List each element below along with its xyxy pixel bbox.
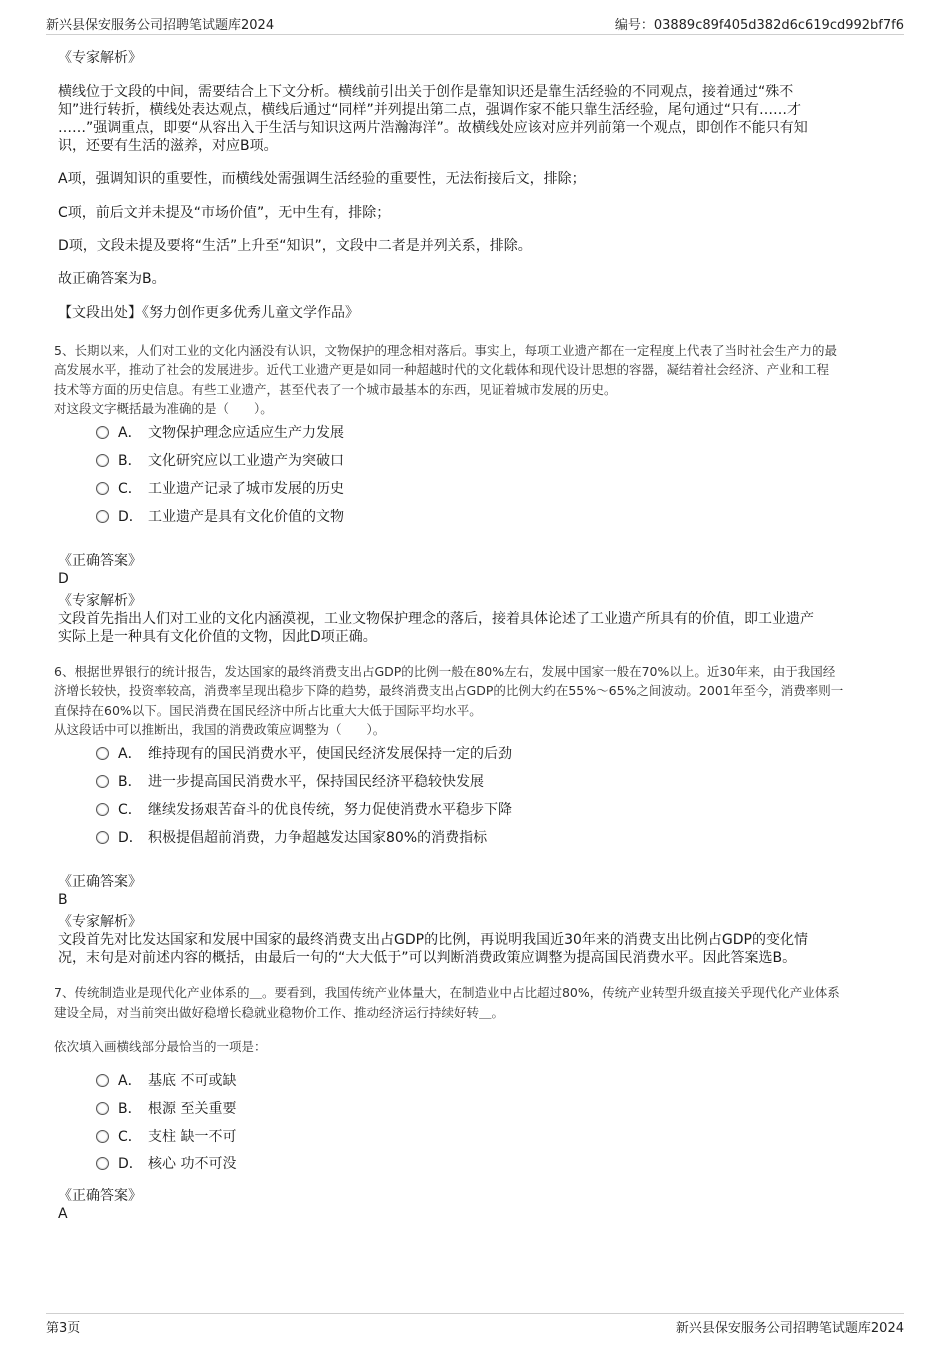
q6-option-b[interactable]: B． 进一步提高国民消费水平，保持国民经济平稳较快发展 <box>96 772 484 792</box>
q5-stem-line: 技术等方面的历史信息。有些工业遗产，甚至代表了一个城市最基本的东西，见证着城市发展的历史。 <box>54 382 617 397</box>
q5-option-d[interactable]: D． 工业遗产是具有文化价值的文物 <box>96 507 344 527</box>
radio-icon[interactable] <box>96 1130 109 1143</box>
q5-analysis-line: 文段首先指出人们对工业的文化内涵漠视，工业文物保护理念的落后，接着具体论述了工业遗产所具有的价值，即工业遗产 <box>58 611 814 627</box>
q6-option-d[interactable]: D． 积极提倡超前消费，力争超越发达国家80%的消费指标 <box>96 828 487 848</box>
q4-analysis-title: 《专家解析》 <box>58 50 142 66</box>
q5-option-c[interactable]: C． 工业遗产记录了城市发展的历史 <box>96 479 344 499</box>
q4-option-c-note: C项，前后文并未提及“市场价值”，无中生有，排除； <box>58 205 391 221</box>
header-title: 新兴县保安服务公司招聘笔试题库2024 <box>46 18 275 33</box>
radio-icon[interactable] <box>96 510 109 523</box>
q6-analysis-title: 《专家解析》 <box>58 914 142 930</box>
radio-icon[interactable] <box>96 1074 109 1087</box>
radio-icon[interactable] <box>96 454 109 467</box>
q6-analysis-line: 况，末句是对前述内容的概括，由最后一句的“大大低于”可以判断消费政策应调整为提高国民消费水平。因此答案选B。 <box>58 950 797 966</box>
q4-option-a-note: A项，强调知识的重要性，而横线处需强调生活经验的重要性，无法衔接后文，排除； <box>58 171 586 187</box>
q5-question: 对这段文字概括最为准确的是（ ）。 <box>54 401 273 416</box>
footer-title: 新兴县保安服务公司招聘笔试题库2024 <box>675 1321 904 1336</box>
page-footer <box>46 1313 904 1341</box>
q5-option-a[interactable]: A． 文物保护理念应适应生产力发展 <box>96 423 344 443</box>
q7-option-c[interactable]: C． 支柱 缺一不可 <box>96 1127 236 1147</box>
q5-answer: D <box>58 571 69 587</box>
q7-option-a[interactable]: A． 基底 不可或缺 <box>96 1071 236 1091</box>
q6-question: 从这段话中可以推断出，我国的消费政策应调整为（ ）。 <box>54 722 386 737</box>
q5-stem-line: 5、长期以来，人们对工业的文化内涵没有认识，文物保护的理念相对落后。事实上，每项工业遗产都在一定程度上代表了当时社会生产力的最 <box>54 343 837 358</box>
q5-analysis-title: 《专家解析》 <box>58 593 142 609</box>
q5-stem-line: 高发展水平，推动了社会的发展进步。近代工业遗产更是如同一种超越时代的文化载体和现代设计思想的容器，凝结着社会经济、产业和工程 <box>54 362 830 377</box>
q6-answer-title: 《正确答案》 <box>58 874 142 890</box>
q4-option-d-note: D项，文段未提及要将“生活”上升至“知识”，文段中二者是并列关系，排除。 <box>58 238 532 254</box>
q7-stem-line: 7、传统制造业是现代化产业体系的＿。要看到，我国传统产业体量大，在制造业中占比超过80%，传统产业转型升级直接关乎现代化产业体系 <box>54 985 840 1000</box>
q7-answer: A <box>58 1206 68 1222</box>
page-number: 第3页 <box>46 1321 81 1336</box>
q4-analysis-line: 知”进行转折，横线处表达观点，横线后通过“同样”并列提出第二点，强调作家不能只靠生活经验，尾句通过“只有……才 <box>58 102 802 118</box>
q7-question: 依次填入画横线部分最恰当的一项是： <box>54 1039 267 1054</box>
q7-option-b[interactable]: B． 根源 至关重要 <box>96 1099 236 1119</box>
radio-icon[interactable] <box>96 747 109 760</box>
q6-stem-line: 直保持在60%以下。国民消费在国民经济中所占比重大大低于国际平均水平。 <box>54 703 482 718</box>
q6-stem-line: 6、根据世界银行的统计报告，发达国家的最终消费支出占GDP的比例一般在80%左右，发展中国家一般在70%以上。近30年来，由于我国经 <box>54 664 836 679</box>
q5-answer-title: 《正确答案》 <box>58 553 142 569</box>
q4-source: 【文段出处】《努力创作更多优秀儿童文学作品》 <box>58 305 359 321</box>
radio-icon[interactable] <box>96 1102 109 1115</box>
q7-option-d[interactable]: D． 核心 功不可没 <box>96 1154 236 1174</box>
radio-icon[interactable] <box>96 426 109 439</box>
radio-icon[interactable] <box>96 482 109 495</box>
header-code: 编号：03889c89f405d382d6c619cd992bf7f6 <box>614 18 904 33</box>
q4-conclusion: 故正确答案为B。 <box>58 271 166 287</box>
q6-option-c[interactable]: C． 继续发扬艰苦奋斗的优良传统，努力促使消费水平稳步下降 <box>96 800 512 820</box>
radio-icon[interactable] <box>96 775 109 788</box>
q5-analysis-line: 实际上是一种具有文化价值的文物，因此D项正确。 <box>58 629 377 645</box>
q7-answer-title: 《正确答案》 <box>58 1188 142 1204</box>
radio-icon[interactable] <box>96 831 109 844</box>
q4-analysis-line: 识，还要有生活的滋养，对应B项。 <box>58 138 278 154</box>
q7-stem-line: 建设全局，对当前突出做好稳增长稳就业稳物价工作、推动经济运行持续好转＿。 <box>54 1005 505 1020</box>
q6-option-a[interactable]: A． 维持现有的国民消费水平，使国民经济发展保持一定的后劲 <box>96 744 512 764</box>
q4-analysis-line: 横线位于文段的中间，需要结合上下文分析。横线前引出关于创作是靠知识还是靠生活经验的不同观点，接着通过“殊不 <box>58 84 794 100</box>
radio-icon[interactable] <box>96 803 109 816</box>
q5-option-b[interactable]: B． 文化研究应以工业遗产为突破口 <box>96 451 344 471</box>
radio-icon[interactable] <box>96 1157 109 1170</box>
q6-answer: B <box>58 892 68 908</box>
q4-analysis-line: ……”强调重点，即要“从容出入于生活与知识这两片浩瀚海洋”。故横线处应该对应并列前第一个观点，即创作不能只有知 <box>58 120 808 136</box>
q6-analysis-line: 文段首先对比发达国家和发展中国家的最终消费支出占GDP的比例，再说明我国近30年来的消费支出比例占GDP的变化情 <box>58 932 808 948</box>
q6-stem-line: 济增长较快，投资率较高，消费率呈现出稳步下降的趋势，最终消费支出占GDP的比例大约在55%～65%之间波动。2001年至今，消费率则一 <box>54 683 844 698</box>
page-header <box>46 14 904 35</box>
